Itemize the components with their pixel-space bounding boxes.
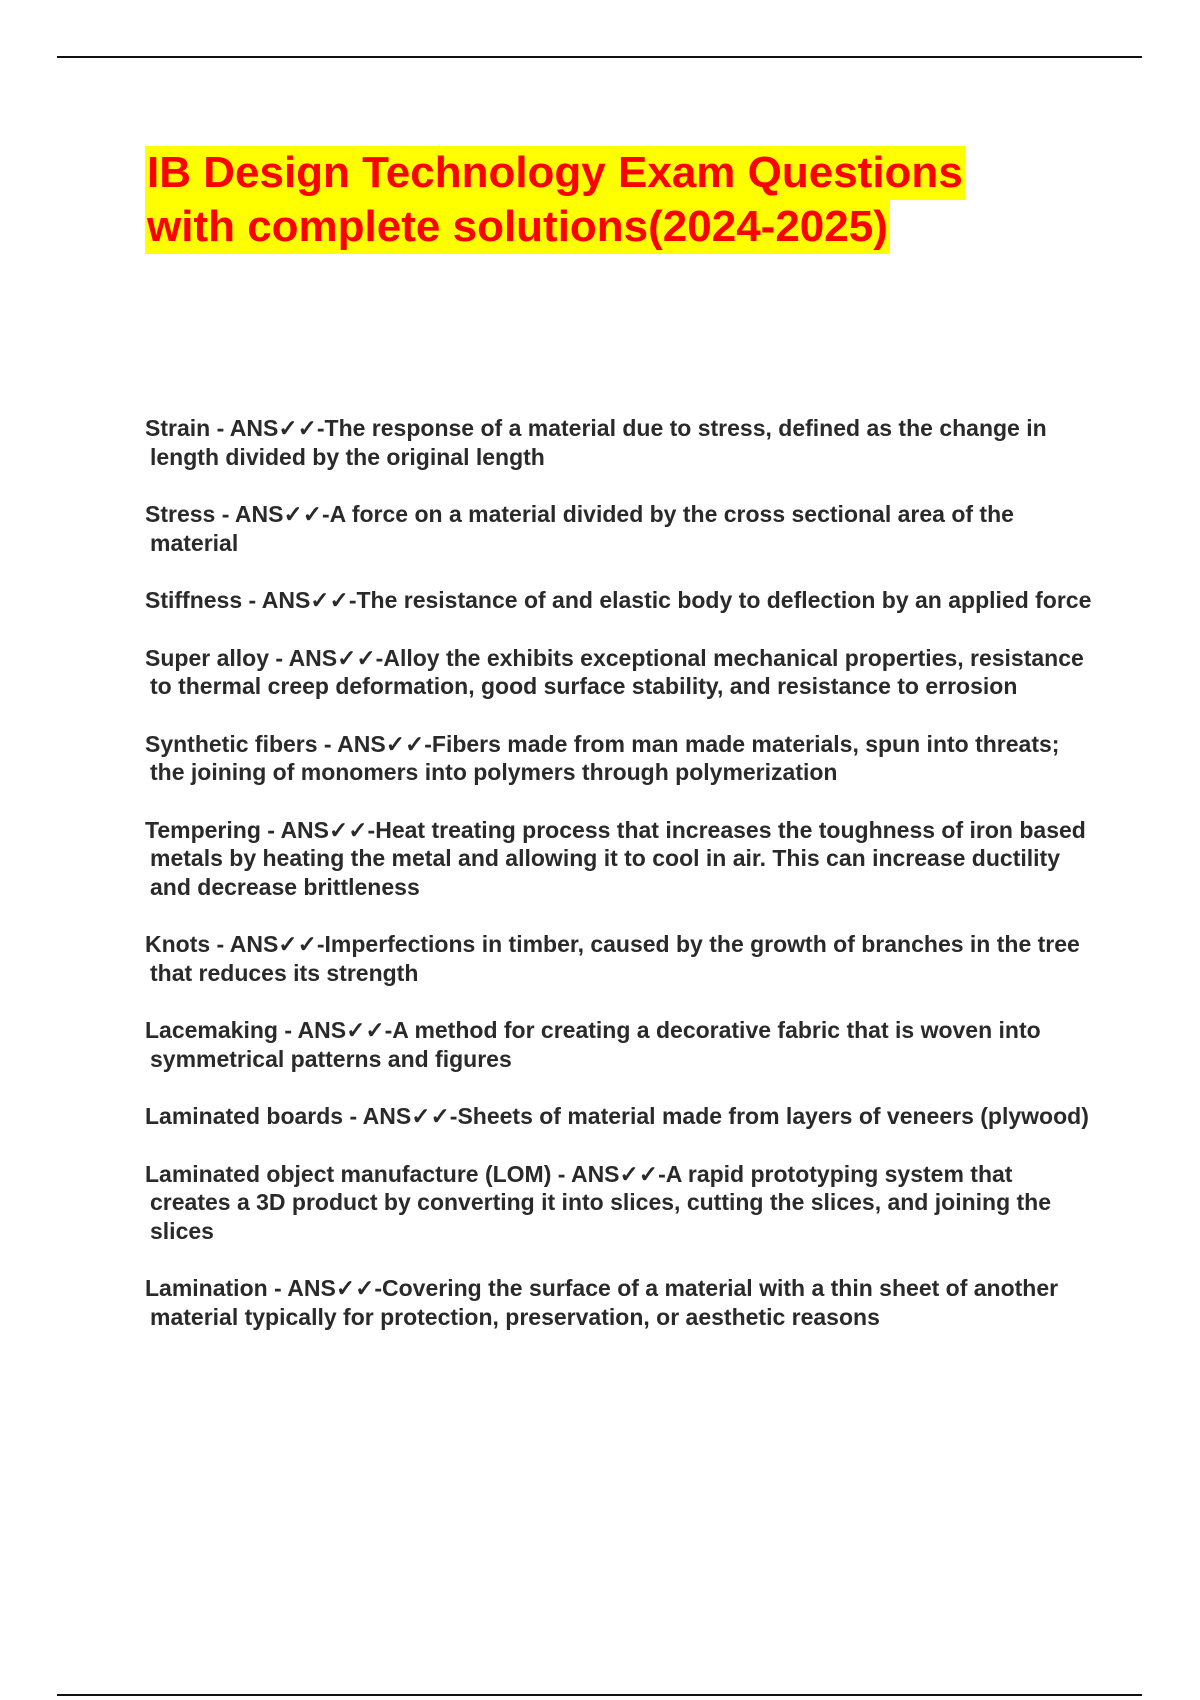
qa-entry-strain: Strain - ANS✓✓-The response of a material due to stress, defined as the change in length divided by the original length [145,415,1047,470]
qa-entry-lamination: Lamination - ANS✓✓-Covering the surface of a material with a thin sheet of another material typically for protection, preservation, or aesthetic reasons [145,1275,1059,1330]
qa-entry-laminated-boards: Laminated boards - ANS✓✓-Sheets of material made from layers of veneers (plywood) [145,1103,1089,1129]
qa-entry-synthetic-fibers: Synthetic fibers - ANS✓✓-Fibers made from man made materials, spun into threats; the joining of monomers into polymers through polymerization [145,730,1060,785]
qa-list [145,414,1095,1360]
bottom-divider [57,1694,1142,1696]
page-title [145,146,1085,254]
qa-entry-lom: Laminated object manufacture (LOM) - ANS✓✓-A rapid prototyping system that creates a 3D product by converting it into slices, cutting the slices, and joining the slices [145,1160,1052,1244]
qa-entry-stress: Stress - ANS✓✓-A force on a material divided by the cross sectional area of the material [145,501,1014,556]
page-title-line-2: with complete solutions(2024-2025) [145,200,890,254]
qa-entry-knots: Knots - ANS✓✓-Imperfections in timber, caused by the growth of branches in the tree that reduces its strength [145,931,1080,986]
qa-entry-lacemaking: Lacemaking - ANS✓✓-A method for creating a decorative fabric that is woven into symmetrical patterns and figures [145,1017,1041,1072]
qa-entry-stiffness: Stiffness - ANS✓✓-The resistance of and elastic body to deflection by an applied force [145,587,1092,613]
top-divider [57,56,1142,58]
qa-entry-super-alloy: Super alloy - ANS✓✓-Alloy the exhibits exceptional mechanical properties, resistance to thermal creep deformation, good surface stability, and resistance to errosion [145,644,1084,699]
page-title-line-1: IB Design Technology Exam Questions [145,146,965,200]
qa-entry-tempering: Tempering - ANS✓✓-Heat treating process that increases the toughness of iron based metals by heating the metal and allowing it to cool in air. This can increase ductility and decrease brittleness [145,816,1086,900]
